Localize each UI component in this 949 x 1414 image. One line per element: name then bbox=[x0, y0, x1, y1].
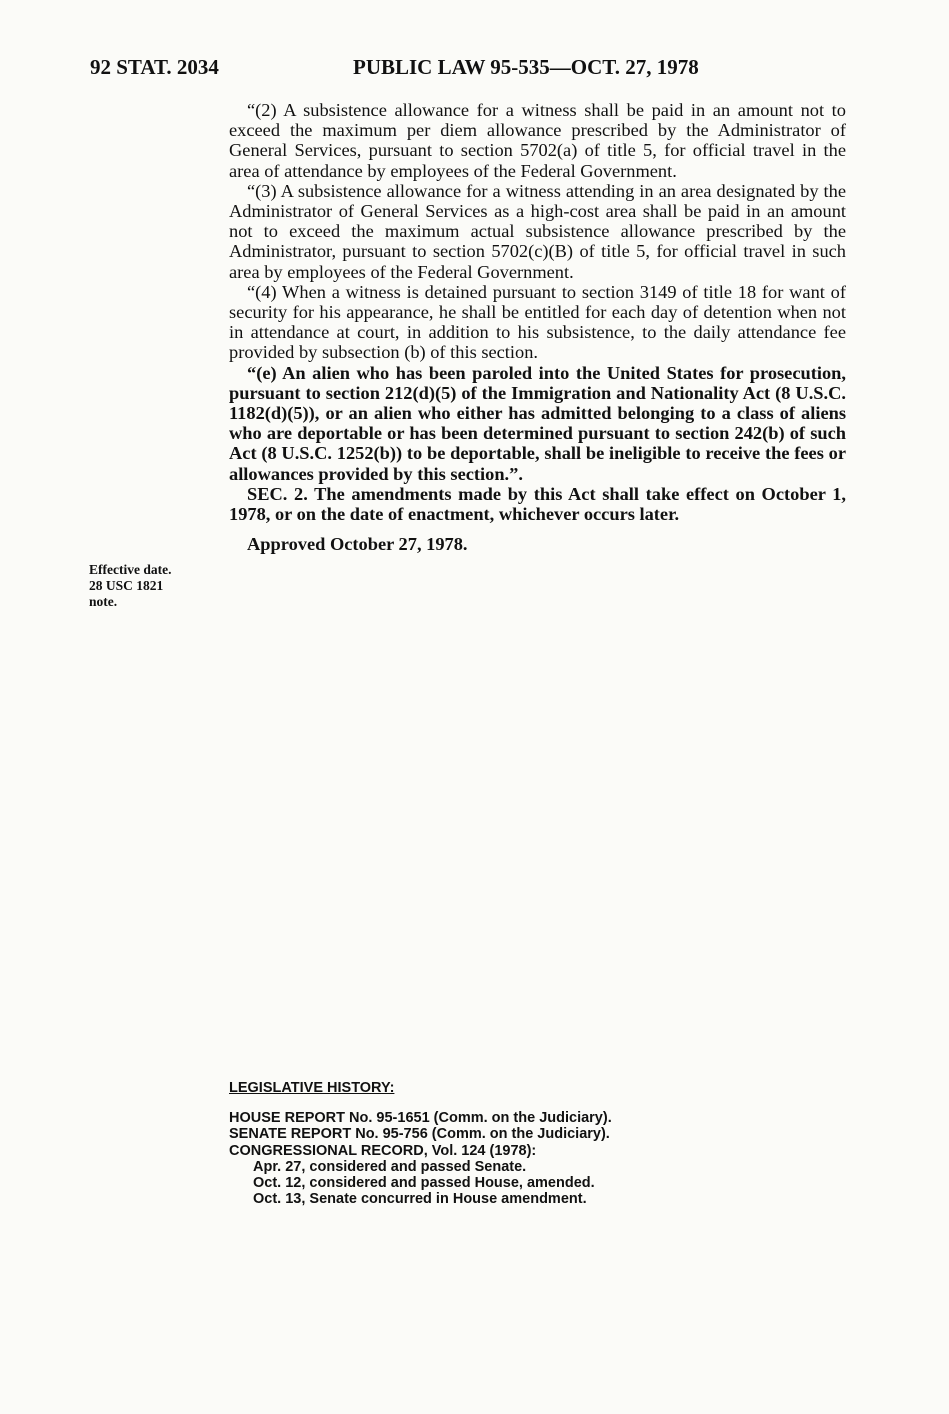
margin-note-line: Effective date. bbox=[89, 562, 172, 577]
history-action: Oct. 12, considered and passed House, amended. bbox=[253, 1175, 595, 1192]
margin-note-line: 28 USC 1821 bbox=[89, 578, 164, 593]
public-law-title: PUBLIC LAW 95-535—OCT. 27, 1978 bbox=[353, 55, 699, 79]
congressional-record: CONGRESSIONAL RECORD, Vol. 124 (1978): bbox=[229, 1142, 537, 1159]
paragraph-detained-witness: “(4) When a witness is detained pursuant to section 3149 of title 18 for want of security for his appearance, he shall be entitled for each day of detention when not in attendance at court, in addition to his subsistence, to the daily attendance fee provided by subsection (b) of this section. bbox=[229, 281, 846, 363]
margin-note-line: note. bbox=[89, 594, 118, 609]
history-action: Apr. 27, considered and passed Senate. bbox=[253, 1158, 527, 1175]
history-action: Oct. 13, Senate concurred in House amendment. bbox=[253, 1191, 587, 1208]
legislative-history-title: LEGISLATIVE HISTORY: bbox=[229, 1080, 395, 1096]
law-body bbox=[229, 100, 846, 554]
margin-note bbox=[89, 562, 219, 610]
approval-date: Approved October 27, 1978. bbox=[247, 534, 468, 555]
section-2-effective-date: SEC. 2. The amendments made by this Act shall take effect on October 1, 1978, or on the date of enactment, whichever occurs later. bbox=[229, 483, 846, 525]
senate-report: SENATE REPORT No. 95-756 (Comm. on the Judiciary). bbox=[229, 1126, 610, 1143]
statute-page-number: 92 STAT. 2034 bbox=[90, 55, 219, 79]
legislative-history bbox=[229, 1080, 849, 1207]
paragraph-high-cost-area: “(3) A subsistence allowance for a witness attending in an area designated by the Administrator of General Services as a high-cost area shall be paid in an amount not to exceed the maximum actual subsistence allowance prescribed by the Administrator, pursuant to section 5702(c)(B) of title 5, for official travel in such area by employees of the Federal Government. bbox=[229, 180, 846, 282]
page-header bbox=[90, 55, 850, 85]
paragraph-subsistence-allowance: “(2) A subsistence allowance for a witness shall be paid in an amount not to exceed the maximum per diem allowance prescribed by the Administrator of General Services, pursuant to section 5702(a) of title 5, for official travel in the area of attendance by employees of the Federal Government. bbox=[229, 100, 846, 181]
house-report: HOUSE REPORT No. 95-1651 (Comm. on the Judiciary). bbox=[229, 1110, 612, 1127]
paragraph-alien-ineligible: “(e) An alien who has been paroled into the United States for prosecution, pursuant to section 212(d)(5) of the Immigration and Nationality Act (8 U.S.C. 1182(d)(5)), or an alien who either has admitted belonging to a class of aliens who are deportable or has been determined pursuant to section 242(b) of such Act (8 U.S.C. 1252(b)) to be deportable, shall be ineligible to receive the fees or allowances provided by this section.”. bbox=[229, 362, 846, 484]
